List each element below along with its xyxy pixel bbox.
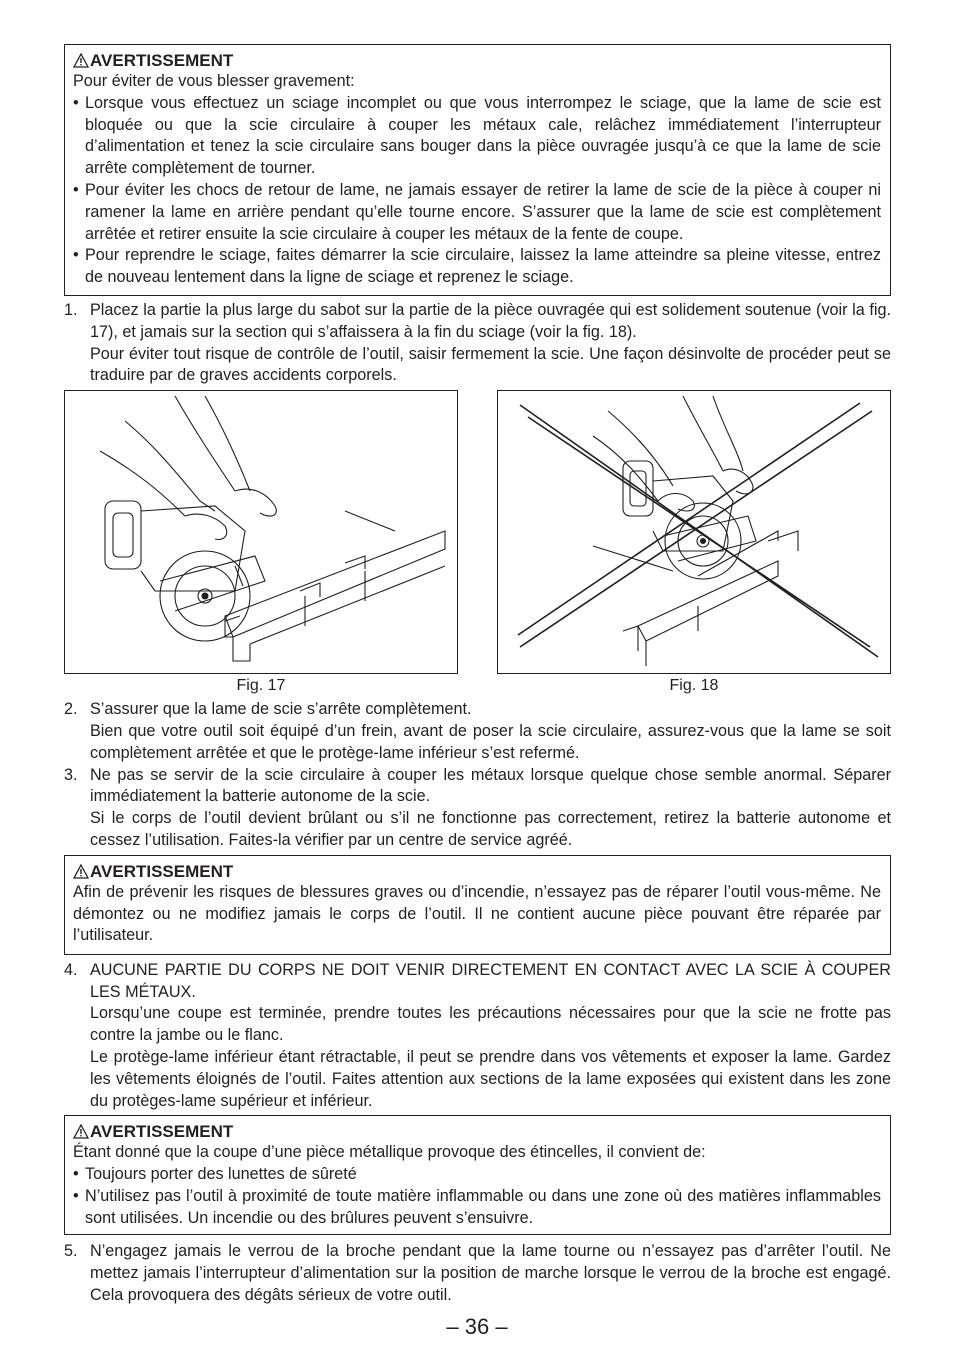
figure-18-caption: Fig. 18 <box>669 677 719 695</box>
step-number: 4. <box>64 960 78 979</box>
figure-17-caption: Fig. 17 <box>236 677 286 695</box>
step-1 <box>64 300 891 387</box>
figure-18 <box>497 390 891 696</box>
figure-17-frame <box>64 390 458 674</box>
warning-box-2 <box>64 855 891 955</box>
step-text: Pour éviter tout risque de contrôle de l’outil, saisir fermement la scie. Une façon désinvolte de procéder peut se traduire par de graves accidents corporels. <box>90 344 891 385</box>
warning-title: AVERTISSEMENT <box>73 50 881 71</box>
warning-triangle-icon <box>73 53 89 68</box>
step-text: Si le corps de l’outil devient brûlant ou s’il ne fonctionne pas correctement, retirez la batterie autonome et cessez l’utilisation. Faites-la vérifier par un centre de service agréé. <box>90 809 891 849</box>
step-number: 5. <box>64 1242 78 1261</box>
figure-17 <box>64 390 458 696</box>
step-text: Ne pas se servir de la scie circulaire à couper les métaux lorsque quelque chose semble anormal. Séparer immédiatement la batterie autonome de la scie. <box>90 765 891 806</box>
saw-unsupported-illustration <box>498 391 891 674</box>
step-4 <box>64 960 891 1113</box>
step-text: N’engagez jamais le verrou de la broche pendant que la lame tourne ou n’essayez pas d’arrêter l’outil. Ne mettez jamais l’interrupteur d’alimentation sur la position de marche lorsque le verrou de la broche est engagé. Cela provoquera des dégâts sérieux de votre outil. <box>90 1242 891 1304</box>
steps-list-b <box>64 699 891 852</box>
steps-list-d <box>64 1241 891 1306</box>
warning-triangle-icon <box>73 864 89 879</box>
step-text: S’assurer que la lame de scie s’arrête complètement. <box>90 700 472 719</box>
step-5 <box>64 1241 891 1306</box>
step-number: 2. <box>64 700 78 719</box>
warning-bullets <box>73 1164 881 1229</box>
warning-bullet: • Toujours porter des lunettes de sûreté <box>73 1164 881 1186</box>
warning-intro: Pour éviter de vous blesser gravement: <box>73 72 355 90</box>
warning-intro: Étant donné que la coupe d’une pièce métallique provoque des étincelles, il convient de: <box>73 1143 706 1162</box>
warning-title: AVERTISSEMENT <box>73 1121 881 1142</box>
step-3 <box>64 765 891 852</box>
warning-bullet: • Pour éviter les chocs de retour de lame, ne jamais essayer de retirer la lame de scie de la pièce à couper ni ramener la lame en arrière pendant qu’elle tourne encore. S’assurer que la lame de scie est complètement arrêtée et retirer ensuite la scie circulaire à couper les métaux de la fente de coupe. <box>73 180 881 245</box>
figures-row <box>64 390 891 696</box>
warning-title: AVERTISSEMENT <box>73 861 881 882</box>
step-text: Le protège-lame inférieur étant rétractable, il peut se prendre dans vos vêtements et exposer la lame. Gardez les vêtements éloignés de l’outil. Faites attention aux sections de la lame exposées qui existent dans les zone du protèges-lame supérieur et inférieur. <box>90 1047 891 1110</box>
step-number: 1. <box>64 301 78 319</box>
warning-box-3 <box>64 1115 891 1235</box>
figure-18-frame <box>497 390 891 674</box>
warning-bullet: • Pour reprendre le sciage, faites démarrer la scie circulaire, laissez la lame atteindre sa pleine vitesse, entrez de nouveau lentement dans la ligne de sciage et reprenez le sciage. <box>73 245 881 289</box>
step-text: Placez la partie la plus large du sabot sur la partie de la pièce ouvragée qui est solidement soutenue (voir la fig. 17), et jamais sur la section qui s’affaissera à la fin du sciage (voir la fig. 18). <box>90 301 891 341</box>
step-2 <box>64 699 891 764</box>
warning-text: Afin de prévenir les risques de blessures graves ou d’incendie, n’essayez pas de réparer l’outil vous-même. Ne démontez ou ne modifiez jamais le corps de l’outil. Il ne contient aucune pièce pouvant être réparée par l’utilisateur. <box>73 882 881 945</box>
step-number: 3. <box>64 765 78 784</box>
warning-bullet: • Lorsque vous effectuez un sciage incomplet ou que vous interrompez le sciage, que la lame de scie est bloquée ou que la scie circulaire à couper les métaux cale, relâchez immédiatement l’interrupteur d’alimentation et tenez la scie circulaire sans bouger dans la pièce ouvragée jusqu’à ce que la lame de scie arrête complètement de tourner. <box>73 93 881 180</box>
warning-triangle-icon <box>73 1124 89 1139</box>
saw-supported-illustration <box>65 391 458 674</box>
step-text: Bien que votre outil soit équipé d’un frein, avant de poser la scie circulaire, assurez-vous que la lame se soit complètement arrêtée et que le protège-lame inférieur s’est refermé. <box>90 721 891 762</box>
steps-list-c <box>64 960 891 1113</box>
step-text: AUCUNE PARTIE DU CORPS NE DOIT VENIR DIRECTEMENT EN CONTACT AVEC LA SCIE À COUPER LES MÉTAUX. <box>90 960 891 1001</box>
warning-bullet: • N’utilisez pas l’outil à proximité de toute matière inflammable ou dans une zone où des matières inflammables sont utilisées. Un incendie ou des brûlures peuvent s’ensuivre. <box>73 1186 881 1230</box>
warning-box-1 <box>64 44 891 296</box>
warning-bullets <box>73 93 881 289</box>
step-text: Lorsqu’une coupe est terminée, prendre toutes les précautions nécessaires pour que la scie ne frotte pas contre la jambe ou le flanc. <box>90 1004 891 1045</box>
steps-list-a <box>64 300 891 387</box>
page-number: – 36 – <box>446 1314 508 1339</box>
page-content <box>64 44 891 1307</box>
